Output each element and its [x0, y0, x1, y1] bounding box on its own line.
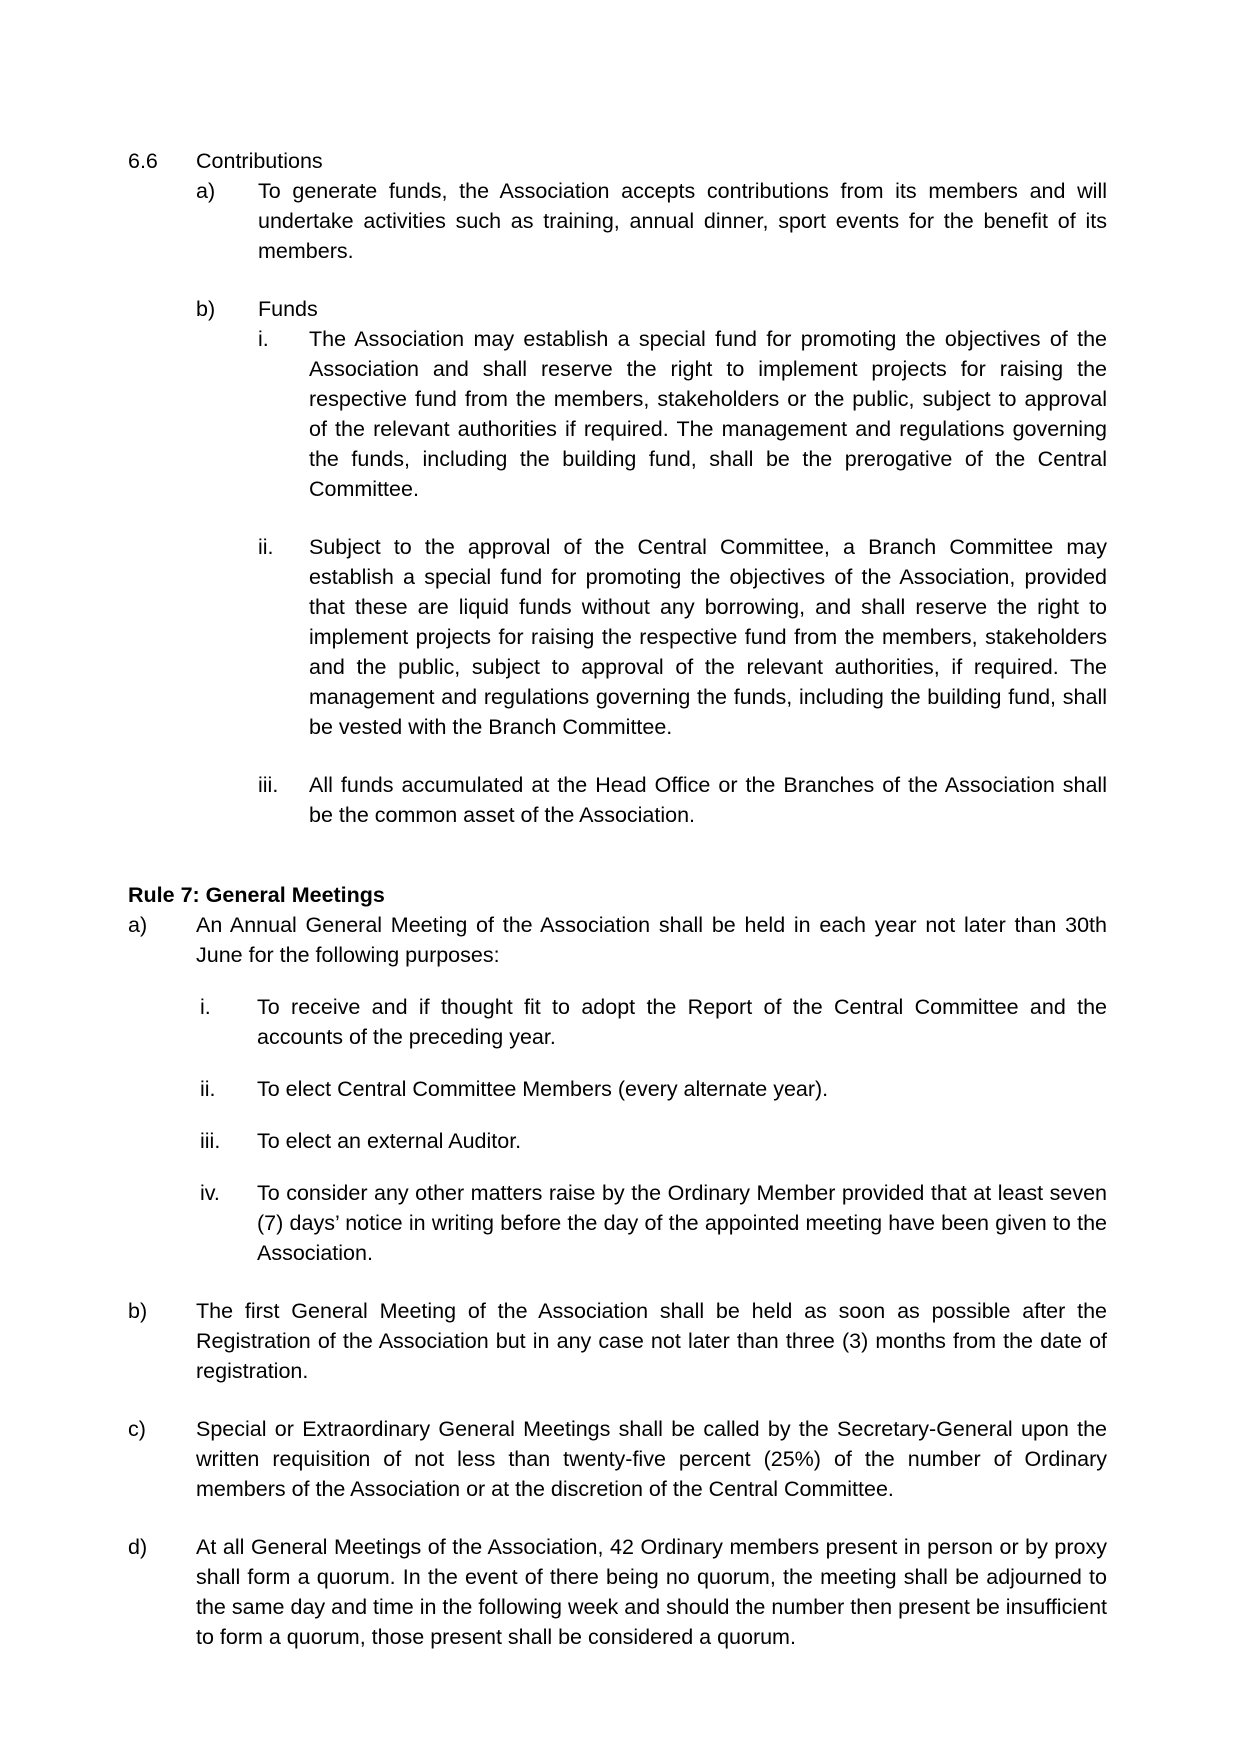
- list-label: b): [128, 1299, 148, 1323]
- list-label: i.: [258, 327, 269, 351]
- paragraph-text: Subject to the approval of the Central Committee, a Branch Committee may establish a special fund for promoting the objectives of the Association, provided that these are liquid funds without any borrowing, and shall reserve the right to implement projects for raising the respective fund from the members, stakeholders and the public, subject to approval of the relevant authorities, if required. The management and regulations governing the funds, including the building fund, shall be vested with the Branch Committee.: [309, 535, 1107, 739]
- item-rule7-a-ii: [200, 1074, 1107, 1104]
- paragraph-text: To elect Central Committee Members (every alternate year).: [257, 1077, 829, 1101]
- list-label: a): [128, 913, 148, 937]
- item-rule7-a-iv: [200, 1178, 1107, 1268]
- paragraph-text: The Association may establish a special fund for promoting the objectives of the Association and shall reserve the right to implement projects for raising the respective fund from the members, stakeholders or the public, subject to approval of the relevant authorities if required. The management and regulations governing the funds, including the building fund, shall be the prerogative of the Central Committee.: [309, 327, 1107, 501]
- list-label: iv.: [200, 1181, 220, 1205]
- paragraph-text: All funds accumulated at the Head Office or the Branches of the Association shall be the common asset of the Association.: [309, 773, 1107, 827]
- item-6-6-b: [196, 294, 1107, 324]
- item-6-6-b-i: [258, 324, 1107, 504]
- paragraph-text: The first General Meeting of the Association shall be held as soon as possible after the Registration of the Association but in any case not later than three (3) months from the date of registration.: [196, 1299, 1107, 1383]
- paragraph-text: At all General Meetings of the Association, 42 Ordinary members present in person or by proxy shall form a quorum. In the event of there being no quorum, the meeting shall be adjourned to the same day and time in the following week and should the number then present be insufficient to form a quorum, those present shall be considered a quorum.: [196, 1535, 1107, 1649]
- clause-6-6: [128, 146, 1107, 176]
- item-rule7-a-iii: [200, 1126, 1107, 1156]
- list-label: c): [128, 1417, 146, 1441]
- list-label: i.: [200, 995, 211, 1019]
- item-6-6-b-ii: [258, 532, 1107, 742]
- list-label: d): [128, 1535, 148, 1559]
- item-rule7-a-i: [200, 992, 1107, 1052]
- list-label: ii.: [200, 1077, 216, 1101]
- paragraph-text: To receive and if thought fit to adopt the Report of the Central Committee and the accounts of the preceding year.: [257, 995, 1107, 1049]
- paragraph-text: To elect an external Auditor.: [257, 1129, 522, 1153]
- list-label: b): [196, 297, 216, 321]
- list-label: iii.: [200, 1129, 221, 1153]
- paragraph-text: Special or Extraordinary General Meetings shall be called by the Secretary-General upon the written requisition of not less than twenty-five percent (25%) of the number of Ordinary members of the Association or at the discretion of the Central Committee.: [196, 1417, 1107, 1501]
- item-6-6-a: [196, 176, 1107, 266]
- item-rule7-c: [128, 1414, 1107, 1504]
- section-contributions: [128, 146, 1107, 830]
- heading-text: Rule 7: General Meetings: [128, 883, 385, 907]
- list-label: a): [196, 179, 216, 203]
- clause-title: Contributions: [196, 149, 323, 173]
- rule-7-heading: [128, 880, 1107, 910]
- paragraph-text: An Annual General Meeting of the Association shall be held in each year not later than 30th June for the following purposes:: [196, 913, 1107, 967]
- item-rule7-a: [128, 910, 1107, 970]
- sub-clause-title: Funds: [258, 297, 318, 321]
- list-label: ii.: [258, 535, 274, 559]
- clause-number: 6.6: [128, 149, 158, 173]
- item-6-6-b-iii: [258, 770, 1107, 830]
- item-rule7-b: [128, 1296, 1107, 1386]
- section-rule-7: [128, 880, 1107, 1652]
- list-label: iii.: [258, 773, 279, 797]
- document-content: [128, 146, 1107, 1652]
- paragraph-text: To generate funds, the Association accepts contributions from its members and will undertake activities such as training, annual dinner, sport events for the benefit of its members.: [258, 179, 1107, 263]
- item-rule7-d: [128, 1532, 1107, 1652]
- paragraph-text: To consider any other matters raise by the Ordinary Member provided that at least seven (7) days’ notice in writing before the day of the appointed meeting have been given to the Association.: [257, 1181, 1107, 1265]
